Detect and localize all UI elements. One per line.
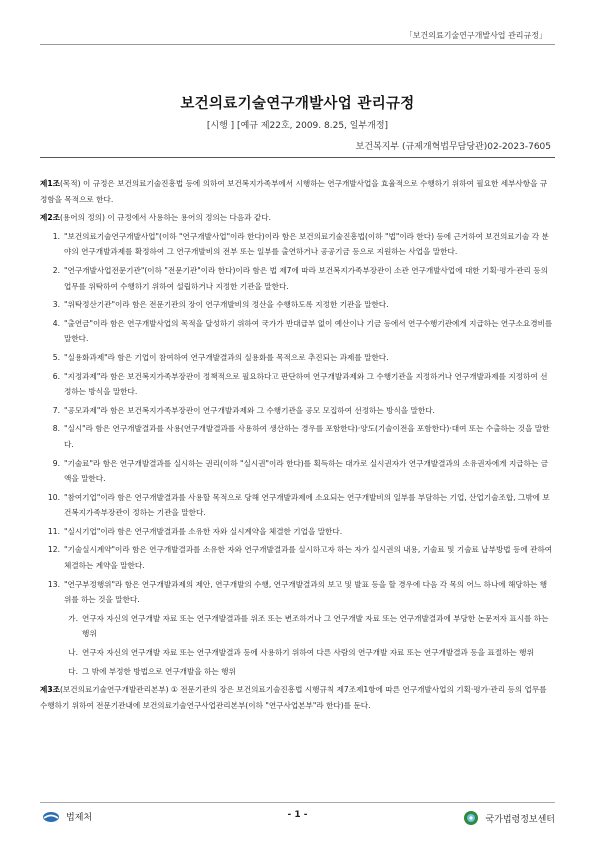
list-item <box>40 524 553 540</box>
item-text: "지정과제"라 함은 보건복지가족부장관이 정책적으로 필요하다고 판단하여 연구개발과제와 그 수행기관을 지정하거나 연구개발과제를 지정하여 선정하는 방식을 말한다. <box>64 371 548 397</box>
item-text: "공모과제"라 함은 보건복지가족부장관이 연구개발과제와 그 수행기관을 공모 모집하여 선정하는 방식을 말한다. <box>64 405 435 415</box>
list-item <box>40 369 553 400</box>
article-2-items <box>40 229 553 608</box>
subitem-text: 그 밖에 부정한 방법으로 연구개발을 하는 행위 <box>82 666 236 676</box>
sub-list-item <box>40 645 553 661</box>
list-item <box>40 542 553 573</box>
list-item <box>40 456 553 487</box>
list-item <box>40 316 553 347</box>
list-item <box>40 403 553 419</box>
list-item <box>40 421 553 452</box>
list-item <box>40 577 553 608</box>
item-text: "실시기업"이라 함은 연구개발결과를 소유한 자와 실시계약을 체결한 기업을 말한다. <box>64 526 343 536</box>
article-number: 제2조 <box>40 213 60 223</box>
item-number: 8. <box>52 424 60 434</box>
subitem-text: 연구자 자신의 연구개발 자료 또는 연구개발결과를 위조 또는 변조하거나 그 연구개발 자료 또는 연구개발결과에 부당한 논문저자 표시를 하는 행위 <box>82 613 549 639</box>
item-text: "실시"라 함은 연구개발결과를 사용(연구개발결과를 사용하여 생산하는 경우를 포함한다)·양도(기술이전을 포함한다)·대여 또는 수출하는 것을 말한다. <box>64 424 550 449</box>
item-number: 5. <box>52 352 60 362</box>
article-2-subitems <box>40 611 553 679</box>
item-number: 10. <box>47 492 60 502</box>
article-number: 제1조 <box>40 179 60 188</box>
article-3 <box>40 682 553 713</box>
list-item <box>40 229 553 260</box>
page-number: - 1 - <box>287 810 308 820</box>
sub-list-item <box>40 611 553 642</box>
subitem-number: 가. <box>68 613 78 623</box>
document-title: 보건의료기술연구개발사업 관리규정 <box>180 96 415 112</box>
article-number: 제3조 <box>40 685 60 695</box>
item-text: "참여기업"이라 함은 연구개발결과를 사용할 목적으로 당해 연구개발과제에 소요되는 연구개발비의 일부를 부담하는 기업, 산업기술조합, 그밖에 보건복지가족부장관이 정하는 기관을 말한다. <box>64 492 550 518</box>
list-item <box>40 350 553 366</box>
header-divider <box>40 44 555 45</box>
source-name: 국가법령정보센터 <box>485 814 555 825</box>
item-number: 13. <box>47 579 60 589</box>
publisher-name: 법제처 <box>66 813 93 823</box>
law-center-logo-icon <box>463 810 479 826</box>
item-number: 7. <box>52 405 60 415</box>
article-text: (목적) 이 규정은 보건의료기술진흥법 등에 의하여 보건복지가족부에서 시행하는 연구개발사업을 효율적으로 수행하기 위하여 필요한 세부사항을 규정함을 목적으로 한다. <box>40 179 548 204</box>
item-text: "출연금"이라 함은 연구개발사업의 목적을 달성하기 위하여 국가가 반대급부 없이 예산이나 기금 등에서 연구수행기관에게 지급하는 연구소요경비를 말한다. <box>64 318 553 344</box>
item-number: 4. <box>52 318 60 328</box>
subitem-number: 나. <box>68 648 78 658</box>
subitem-text: 연구자 자신의 연구개발 자료 또는 연구개발결과 등에 사용하기 위하여 다른 사람의 연구개발 자료 또는 연구개발결과 등을 표절하는 행위 <box>82 648 534 658</box>
article-text: (보건의료기술연구개발관리본부) ① 전문기관의 장은 보건의료기술진흥법 시행규칙 제7조제1항에 따른 연구개발사업의 기획·평가·관리 등의 업무를 수행하기 위하여 전문기관내에 보건의료기술연구사업관리본부(이하 "연구사업본부"라 한다)를 둔다. <box>40 685 547 710</box>
item-number: 3. <box>52 300 60 310</box>
list-item <box>40 263 553 294</box>
article-1 <box>40 176 553 207</box>
item-number: 9. <box>52 458 60 468</box>
title-divider <box>40 157 555 158</box>
item-text: "위탁정산기관"이라 함은 전문기관의 장이 연구개발비의 정산을 수행하도록 지정한 기관을 말한다. <box>64 300 389 310</box>
document-body <box>40 176 553 716</box>
enactment-info: [시행 ] [예규 제22호, 2009. 8.25, 일부개정] <box>206 121 389 131</box>
footer-source <box>463 810 555 826</box>
item-number: 6. <box>52 371 60 381</box>
list-item <box>40 297 553 313</box>
footer-divider <box>40 802 555 803</box>
list-item <box>40 490 553 521</box>
item-text: "기술실시계약"이라 함은 연구개발결과를 소유한 자와 연구개발결과를 실시하고자 하는 자가 실시권의 내용, 기술료 및 기술료 납부방법 등에 관하여 체결하는 계약을 말한다. <box>64 545 553 571</box>
item-number: 2. <box>52 265 60 275</box>
item-text: "보건의료기술연구개발사업"(이하 "연구개발사업"이라 한다)이라 함은 보건의료기술진흥법(이하 "법"이라 한다) 등에 근거하여 보건의료기술 각 분야의 연구개발과제를 확정하여 그 연구개발비의 전부 또는 일부를 출연하거나 공공기금 등으로 지원하는 사업을 말한다. <box>64 231 549 257</box>
page-footer <box>40 802 555 826</box>
running-header: 「보건의료기술연구개발사업 관리규정」 <box>404 31 547 40</box>
item-text: "연구부정행위"라 함은 연구개발과제의 제안, 연구개발의 수행, 연구개발결과의 보고 및 발표 등을 할 경우에 다음 각 목의 어느 하나에 해당하는 행위를 하는 것을 말한다. <box>64 579 548 605</box>
department-info: 보건복지부 (규제개혁법무담당관)02-2023-7605 <box>355 142 551 152</box>
item-text: "기술료"라 함은 연구개발결과를 실시하는 권리(이하 "실시권"이라 한다)를 획득하는 대가로 실시권자가 연구개발결과의 소유권자에게 지급하는 금액을 말한다. <box>64 458 549 484</box>
item-text: "연구개발사업전문기관"(이하 "전문기관"이라 한다)이라 함은 법 제7에 따라 보건복지가족부장관이 소관 연구개발사업에 대한 기획·평가·관리 등의 업무를 위탁하여 수행하기 위하여 설립하거나 지정한 기관을 말한다. <box>64 265 548 291</box>
article-2 <box>40 210 553 226</box>
item-number: 12. <box>47 545 60 555</box>
subitem-number: 다. <box>68 666 78 676</box>
article-text: (용어의 정의) 이 규정에서 사용하는 용어의 정의는 다음과 같다. <box>59 213 272 223</box>
item-text: "실용화과제"라 함은 기업이 참여하여 연구개발결과의 실용화를 목적으로 추진되는 과제를 말한다. <box>64 352 389 362</box>
item-number: 1. <box>52 231 60 241</box>
item-number: 11. <box>47 526 60 536</box>
sub-list-item <box>40 664 553 680</box>
